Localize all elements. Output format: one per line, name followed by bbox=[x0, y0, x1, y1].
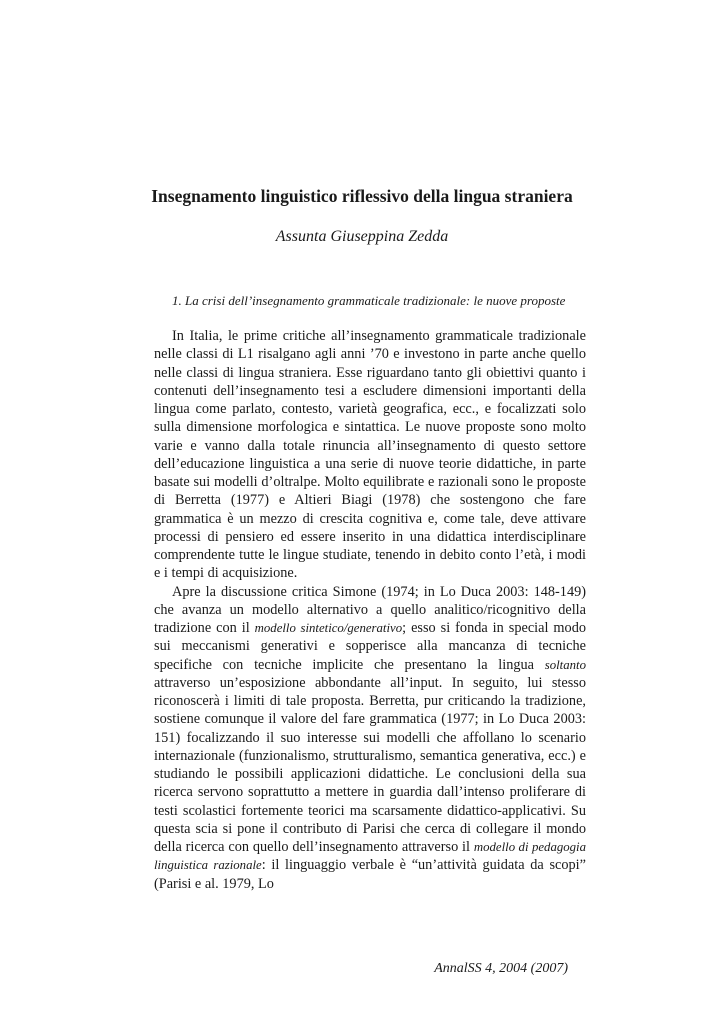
paragraph-2-text: ; esso si fonda in special modo sui meccanismi generativi e sopperisce alla mancanza di tecniche specifiche con tecniche implicite che presentano la lingua bbox=[154, 620, 586, 673]
document-title: Insegnamento linguistico riflessivo della lingua straniera bbox=[151, 186, 573, 206]
author-name: Assunta Giuseppina Zedda bbox=[275, 228, 449, 245]
paragraph-2-text: Apre la discussione critica Simone (1974; in Lo Duca 2003: 148-149) che avanza un modello alternativo a quello analitico/ricognitivo della tradizione con il bbox=[154, 583, 586, 636]
paragraph-2-text: attraverso un’esposizione abbondante all’input. In seguito, lui stesso riconoscerà i limiti di tale proposta. Berretta, pur criticando la tradizione, sostiene comunque il valore del fare grammatica (1977; in Lo Duca 2003: 151) focalizzando il suo interesse sui modelli che affollano lo scenario internazionale (funzionalismo, strutturalismo, semantica generativa, ecc.) e studiando le possibili applicazioni didattiche. Le conclusioni della sua ricerca servono soprattutto a mettere in guardia dall’intenso proliferare di testi scolastici fortemente teorici ma scarsamente didattico-applicativi. Su questa scia si pone il contributo di Parisi che cerca di collegare il mondo della ricerca con quello dell’insegnamento attraverso il bbox=[154, 674, 586, 855]
paragraph-2 bbox=[154, 583, 586, 893]
body-text bbox=[154, 327, 586, 893]
page-footer: AnnalSS 4, 2004 (2007) bbox=[434, 961, 568, 976]
paragraph-2-text: : il linguaggio verbale è “un’attività guidata da scopi” (Parisi e al. 1979, Lo bbox=[154, 857, 586, 892]
section-heading: 1. La crisi dell’insegnamento grammaticale tradizionale: le nuove proposte bbox=[172, 293, 566, 308]
italic-term: modello sintetico/generativo bbox=[254, 621, 403, 635]
paragraph-1: In Italia, le prime critiche all’insegnamento grammaticale tradizionale nelle classi di L1 risalgano agli anni ’70 e investono in parte anche quello nelle classi di lingua straniera. Esse riguardano tanto gli obiettivi quanto i contenuti dell’insegnamento tesi a escludere dimensioni importanti della lingua come parlato, contesto, varietà geografica, ecc., e focalizzati solo sulla dimensione morfologica e sintattica. Le nuove proposte sono molto varie e vanno dalla totale rinuncia all’insegnamento di questo settore dell’educazione linguistica a una serie di nuove teorie didattiche, in parte basate sui modelli d’oltralpe. Molto equilibrate e razionali sono le proposte di Berretta (1977) e Altieri Biagi (1978) che sostengono che fare grammatica è un mezzo di crescita cognitiva e, come tale, deve attivare processi di pensiero ed essere inserito in una didattica interdisciplinare comprendente tutte le lingue studiate, tenendo in debito conto l’età, i modi e i tempi di acquisizione. bbox=[154, 328, 586, 582]
italic-term: soltanto bbox=[544, 657, 586, 672]
italic-term: modello di pedagogia linguistica razionale bbox=[154, 840, 586, 873]
